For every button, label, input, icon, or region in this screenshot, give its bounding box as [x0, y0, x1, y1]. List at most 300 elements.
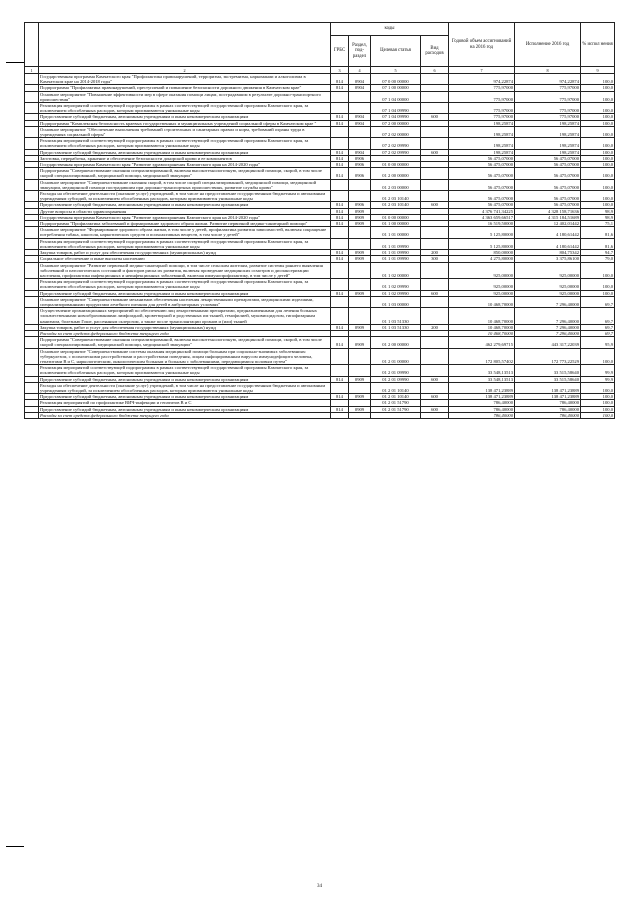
row-name: Подпрограмма "Совершенствование оказания специализированной, включая высокотехнологичную, медицинской помощи, скорой, в том числе скорой специализированной, медицинской помощи, медицинской эвакуации" — [39, 337, 331, 348]
table-row — [25, 138, 615, 149]
row-pct: 69,7 — [581, 330, 615, 336]
row-plan: 138 471,23889 — [449, 394, 515, 400]
row-razdel — [349, 348, 371, 365]
row-grbs: 814 — [331, 208, 349, 214]
row-fact: 4 328 158,71636 — [515, 208, 581, 214]
row-pct: 100,0 — [581, 406, 615, 412]
table-row — [25, 365, 615, 376]
row-grbs — [331, 179, 349, 190]
row-razdel — [349, 191, 371, 202]
row-csr: 01 1 02 09990 — [371, 290, 421, 296]
row-vr — [421, 238, 449, 249]
row-name: Закупка товаров, работ и услуг для обеспечения государственных (муниципальных) нужд — [39, 324, 331, 330]
column-number: 9 — [581, 67, 615, 74]
row-vr — [421, 227, 449, 238]
row-vr: 300 — [421, 256, 449, 262]
row-name: Предоставление субсидий бюджетным, автономным учреждениям и иным некоммерческим организациям — [39, 149, 331, 155]
table-row — [25, 348, 615, 365]
row-name: Государственная программа Камчатского края "Развитие здравоохранения Камчатского края на 2014-2020 годы" — [39, 214, 331, 220]
row-name: Предоставление субсидий бюджетным, автономным учреждениям и иным некоммерческим организациям — [39, 114, 331, 120]
row-plan: 16 519,50000 — [449, 221, 515, 227]
margin-mark — [6, 62, 24, 63]
row-csr: 07 1 00 00000 — [371, 85, 421, 91]
row-plan: 775,97000 — [449, 91, 515, 102]
row-razdel: 0906 — [349, 168, 371, 179]
row-pct: 100,0 — [581, 74, 615, 85]
row-plan: 786,40000 — [449, 406, 515, 412]
row-razdel: 0906 — [349, 162, 371, 168]
row-vr — [421, 279, 449, 290]
row-grbs — [331, 91, 349, 102]
row-name: Основное мероприятие "Повышение эффективности мер в сфере оказания помощи лицам, пострадавшим в результате дорожно-транспортного происшествия" — [39, 91, 331, 102]
row-csr: 01 2 03 10140 — [371, 191, 421, 202]
row-grbs: 814 — [331, 324, 349, 330]
row-name: Реализация мероприятий по профилактике ВИЧ-инфекции и гепатитов В и С — [39, 400, 331, 406]
row-plan: 925,00000 — [449, 262, 515, 279]
row-plan: 198,25874 — [449, 126, 515, 137]
header-plan: Годовой объем ассигнований на 2016 год — [449, 23, 515, 67]
column-number-row — [25, 67, 615, 74]
row-razdel: 0909 — [349, 208, 371, 214]
row-vr — [421, 308, 449, 325]
row-plan: 10 468,70000 — [449, 296, 515, 307]
row-plan: 925,00000 — [449, 279, 515, 290]
table-body — [25, 74, 615, 419]
row-csr: 07 2 02 00000 — [371, 126, 421, 137]
row-razdel: 0909 — [349, 324, 371, 330]
table-row — [25, 412, 615, 418]
row-razdel: 0909 — [349, 290, 371, 296]
row-fact: 7 296,40000 — [515, 330, 581, 336]
row-name: Реализация мероприятий соответствующей подпрограммы в рамках соответствующей государственной программы Камчатского края, за исключением обособленных расходов, которым присваиваются уникальные коды — [39, 103, 331, 114]
row-plan: 925,00000 — [449, 290, 515, 296]
header-pct: % испол нения — [581, 23, 615, 67]
row-grbs — [331, 103, 349, 114]
table-row — [25, 227, 615, 238]
row-csr: 01 2 01 51790 — [371, 400, 421, 406]
row-plan: 10 468,70000 — [449, 324, 515, 330]
row-plan: 5 125,80000 — [449, 227, 515, 238]
row-grbs: 814 — [331, 155, 349, 161]
table-row — [25, 382, 615, 393]
row-csr: 01 1 01 00000 — [371, 227, 421, 238]
row-razdel — [349, 365, 371, 376]
column-number: 6 — [421, 67, 449, 74]
row-csr: 01 2 01 10140 — [371, 394, 421, 400]
row-index — [25, 382, 39, 393]
row-name: Расходы за счет средств федерального бюджета текущего года — [39, 412, 331, 418]
row-fact: 172 773,22529 — [515, 348, 581, 365]
row-razdel: 0909 — [349, 250, 371, 256]
row-razdel: 0904 — [349, 120, 371, 126]
row-name: Осуществление организационных мероприятий по обеспечению лиц лекарственными препаратами, предназначенными для лечения больных злокачественными новообразованиями лимфоидной, кроветворной и родственных им тканей, гемофилией, муковисцидозом, гипофизарным нанизмом, болезнью Гоше, рассеянным склерозом, а также после трансплантации органов и (или) тканей — [39, 308, 331, 325]
row-grbs: 814 — [331, 406, 349, 412]
row-csr: 01 0 00 00000 — [371, 214, 421, 220]
row-pct: 100,0 — [581, 85, 615, 91]
row-csr: 07 2 02 09990 — [371, 138, 421, 149]
row-plan: 33 548,13513 — [449, 376, 515, 382]
row-csr: 01 1 00 00000 — [371, 221, 421, 227]
row-plan: 775,97000 — [449, 114, 515, 120]
row-fact: 4 180,61442 — [515, 227, 581, 238]
row-fact: 775,97000 — [515, 114, 581, 120]
table-row — [25, 168, 615, 179]
table-row — [25, 91, 615, 102]
row-pct: 94,7 — [581, 250, 615, 256]
header-csr: Целевая статья — [371, 36, 421, 67]
row-grbs — [331, 126, 349, 137]
row-fact: 56 475,07000 — [515, 202, 581, 208]
row-csr: 07 2 00 00000 — [371, 120, 421, 126]
row-razdel: 0909 — [349, 256, 371, 262]
row-name: Расходы на обеспечение деятельности (оказание услуг) учреждений, в том числе на предоставление государственным бюджетным и автономным учреждениям субсидий, за исключением обособленных расходов, которым присваиваются уникальные коды — [39, 382, 331, 393]
header-codes: коды — [331, 23, 449, 36]
row-name: Подпрограмма "Комплексная безопасность краевых государственных и муниципальных учреждений социальной сферы в Камчатском крае " — [39, 120, 331, 126]
row-pct: 79,0 — [581, 256, 615, 262]
margin-mark — [6, 846, 24, 847]
row-csr: 01 1 03 00000 — [371, 296, 421, 307]
row-name: Подпрограмма "Профилактика заболеваний и формирование здорового образа жизни. Развитие первичной медико-санитарной помощи" — [39, 221, 331, 227]
row-fact: 3 375,86100 — [515, 256, 581, 262]
row-index — [25, 296, 39, 307]
row-pct: 100,0 — [581, 191, 615, 202]
row-grbs: 814 — [331, 85, 349, 91]
row-fact: 7 296,40000 — [515, 324, 581, 330]
row-name: Расходы на обеспечение деятельности (оказание услуг) учреждений, в том числе на предоставление государственным бюджетным и автономным учреждениям субсидий, за исключением обособленных расходов, которым присваиваются уникальные коды — [39, 191, 331, 202]
row-pct: 100,0 — [581, 290, 615, 296]
column-number: 3 — [331, 67, 349, 74]
row-grbs: 814 — [331, 376, 349, 382]
row-name: Предоставление субсидий бюджетным, автономным учреждениям и иным некоммерческим организациям — [39, 202, 331, 208]
row-grbs — [331, 191, 349, 202]
row-plan: 4 275,80000 — [449, 256, 515, 262]
row-name: Другие вопросы в области здравоохранения — [39, 208, 331, 214]
row-csr: 01 0 00 00000 — [371, 162, 421, 168]
row-pct: 69,7 — [581, 296, 615, 307]
row-razdel: 0909 — [349, 376, 371, 382]
row-index — [25, 126, 39, 137]
row-vr — [421, 168, 449, 179]
table-row — [25, 308, 615, 325]
row-pct: 100,0 — [581, 202, 615, 208]
row-razdel — [349, 308, 371, 325]
row-name: Заготовка, переработка, хранение и обеспечение безопасности донорской крови и ее компонентов — [39, 155, 331, 161]
row-csr: 01 2 01 09990 — [371, 365, 421, 376]
row-fact: 56 475,07000 — [515, 155, 581, 161]
row-fact: 138 471,23889 — [515, 394, 581, 400]
row-name: Реализация мероприятий соответствующей подпрограммы в рамках соответствующей государственной программы Камчатского края, за исключением обособленных расходов, которым присваиваются уникальные коды — [39, 238, 331, 249]
row-razdel — [349, 296, 371, 307]
row-name: Основное мероприятие "Совершенствование оказания скорой, в том числе скорой специализированной, медицинской помощи, медицинской эвакуации, медицинской помощи пострадавшим при дорожно-транспортных происшествиях, развитие службы крови" — [39, 179, 331, 190]
row-vr: 600 — [421, 114, 449, 120]
row-csr: 01 1 02 09990 — [371, 279, 421, 290]
row-fact: 56 475,07000 — [515, 191, 581, 202]
row-pct: 75,1 — [581, 221, 615, 227]
header-grbs: ГРБС — [331, 36, 349, 67]
row-fact: 4 180,61442 — [515, 238, 581, 249]
table-row — [25, 279, 615, 290]
row-csr: 01 1 03 51330 — [371, 324, 421, 330]
row-csr: 07 1 04 09990 — [371, 114, 421, 120]
row-razdel — [349, 412, 371, 418]
row-csr: 01 1 01 09990 — [371, 250, 421, 256]
row-plan: 10 468,70000 — [449, 308, 515, 325]
row-vr: 600 — [421, 376, 449, 382]
row-razdel — [349, 238, 371, 249]
row-plan: 786,40000 — [449, 412, 515, 418]
row-csr — [371, 412, 421, 418]
row-pct: 100,0 — [581, 168, 615, 179]
row-grbs: 814 — [331, 250, 349, 256]
row-index — [25, 168, 39, 179]
row-fact: 33 515,58640 — [515, 376, 581, 382]
row-plan: 5 125,80000 — [449, 238, 515, 249]
row-name: Государственная программа Камчатского края "Профилактика правонарушений, терроризма, экстремизма, наркомании и алкоголизма в Камчатском крае на 2014-2018 годы" — [39, 74, 331, 85]
row-grbs: 814 — [331, 168, 349, 179]
row-vr — [421, 74, 449, 85]
row-vr — [421, 296, 449, 307]
column-number: 8 — [515, 67, 581, 74]
row-csr: 01 1 01 09990 — [371, 256, 421, 262]
header-vr: Вид расходов — [421, 36, 449, 67]
row-index — [25, 74, 39, 85]
page-number: 34 — [317, 884, 322, 889]
row-name: Предоставление субсидий бюджетным, автономным учреждениям и иным некоммерческим организациям — [39, 394, 331, 400]
row-fact: 198,25874 — [515, 126, 581, 137]
row-plan: 56 475,07000 — [449, 202, 515, 208]
row-csr: 01 2 00 00000 — [371, 168, 421, 179]
row-fact: 786,40000 — [515, 400, 581, 406]
row-vr: 600 — [421, 202, 449, 208]
row-index — [25, 191, 39, 202]
row-vr — [421, 103, 449, 114]
row-name: Социальное обеспечение и иные выплаты населению — [39, 256, 331, 262]
row-pct: 95,9 — [581, 337, 615, 348]
row-razdel: 0904 — [349, 114, 371, 120]
row-razdel: 0909 — [349, 337, 371, 348]
row-name: Реализация мероприятий соответствующей подпрограммы в рамках соответствующей государственной программы Камчатского края, за исключением обособленных расходов, которым присваиваются уникальные коды — [39, 365, 331, 376]
row-fact: 786,40000 — [515, 406, 581, 412]
row-vr — [421, 382, 449, 393]
table-row — [25, 103, 615, 114]
row-pct: 100,0 — [581, 382, 615, 393]
row-vr — [421, 126, 449, 137]
row-vr — [421, 412, 449, 418]
row-plan: 138 471,23889 — [449, 382, 515, 393]
row-pct: 100,0 — [581, 348, 615, 365]
row-plan: 198,25874 — [449, 138, 515, 149]
row-csr: 01 2 03 00000 — [371, 179, 421, 190]
row-plan: 10 468,70000 — [449, 330, 515, 336]
row-pct: 100,0 — [581, 138, 615, 149]
row-pct: 81,6 — [581, 238, 615, 249]
table-row — [25, 296, 615, 307]
row-name: Реализация мероприятий соответствующей подпрограммы в рамках соответствующей государственной программы Камчатского края, за исключением обособленных расходов, которым присваиваются уникальные коды — [39, 138, 331, 149]
row-grbs: 814 — [331, 149, 349, 155]
row-fact: 443 317,22039 — [515, 337, 581, 348]
row-grbs: 814 — [331, 214, 349, 220]
row-csr: 07 2 02 09990 — [371, 149, 421, 155]
row-razdel: 0909 — [349, 214, 371, 220]
table-row — [25, 191, 615, 202]
table-row — [25, 262, 615, 279]
row-fact: 56 475,07000 — [515, 168, 581, 179]
row-csr: 01 2 01 00000 — [371, 348, 421, 365]
row-fact: 925,00000 — [515, 290, 581, 296]
row-razdel: 0909 — [349, 406, 371, 412]
row-grbs — [331, 348, 349, 365]
row-grbs — [331, 262, 349, 279]
row-grbs — [331, 382, 349, 393]
row-plan: 462 279,69715 — [449, 337, 515, 348]
row-csr: 01 1 03 51330 — [371, 308, 421, 325]
row-fact: 138 471,23889 — [515, 382, 581, 393]
row-vr: 200 — [421, 250, 449, 256]
row-csr: 01 2 00 00000 — [371, 337, 421, 348]
row-razdel: 0904 — [349, 85, 371, 91]
row-grbs: 814 — [331, 337, 349, 348]
row-pct: 100,0 — [581, 155, 615, 161]
row-name: Подпрограмма "Совершенствование оказания специализированной, включая высокотехнологичную, медицинской помощи, скорой, в том числе скорой специализированной, медицинской помощи, медицинской эвакуации" — [39, 168, 331, 179]
row-razdel: 0904 — [349, 74, 371, 85]
row-index — [25, 179, 39, 190]
row-grbs — [331, 412, 349, 418]
row-plan: 775,97000 — [449, 85, 515, 91]
row-name: Предоставление субсидий бюджетным, автономным учреждениям и иным некоммерческим организациям — [39, 290, 331, 296]
row-fact: 12 402,01442 — [515, 221, 581, 227]
row-plan: 56 475,07000 — [449, 162, 515, 168]
row-pct: 100,0 — [581, 394, 615, 400]
row-vr: 600 — [421, 394, 449, 400]
budget-table — [24, 22, 615, 419]
row-index — [25, 103, 39, 114]
row-grbs: 814 — [331, 394, 349, 400]
row-grbs — [331, 279, 349, 290]
column-number: 7 — [449, 67, 515, 74]
row-name: Реализация мероприятий соответствующей подпрограммы в рамках соответствующей государственной программы Камчатского края, за исключением обособленных расходов, которым присваиваются уникальные коды — [39, 279, 331, 290]
row-razdel — [349, 382, 371, 393]
row-csr: 01 2 01 10140 — [371, 382, 421, 393]
row-pct: 100,0 — [581, 279, 615, 290]
row-name: Основное мероприятие "Развитие первичной медико-санитарной помощи, в том числе сельским жителям, развитие системы раннего выявления заболеваний и патологических состояний и факторов риска их развития, включая проведение медицинских осмотров и диспансеризации населения, профилактика инфекционных и неинфекционных заболеваний, включая иммунопрофилактику, в том числе у детей" — [39, 262, 331, 279]
row-csr: 01 1 01 09990 — [371, 238, 421, 249]
row-razdel — [349, 227, 371, 238]
row-vr — [421, 348, 449, 365]
row-vr — [421, 191, 449, 202]
row-pct: 69,7 — [581, 308, 615, 325]
row-csr: 07 1 04 00000 — [371, 91, 421, 102]
row-fact: 775,97000 — [515, 103, 581, 114]
row-fact: 925,00000 — [515, 262, 581, 279]
row-vr — [421, 365, 449, 376]
row-razdel — [349, 179, 371, 190]
row-pct: 99,9 — [581, 365, 615, 376]
row-razdel: 0904 — [349, 149, 371, 155]
row-index — [25, 348, 39, 365]
row-fact: 786,40000 — [515, 412, 581, 418]
row-csr: 01 2 03 10140 — [371, 202, 421, 208]
row-name: Предоставление субсидий бюджетным, автономным учреждениям и иным некоммерческим организациям — [39, 406, 331, 412]
row-plan: 33 548,13513 — [449, 365, 515, 376]
row-fact: 198,25874 — [515, 120, 581, 126]
row-vr: 600 — [421, 290, 449, 296]
column-number: 4 — [349, 67, 371, 74]
row-plan: 775,97000 — [449, 103, 515, 114]
row-grbs: 814 — [331, 202, 349, 208]
table-row — [25, 74, 615, 85]
row-plan: 56 475,07000 — [449, 168, 515, 179]
row-name: Основное мероприятие "Совершенствование механизмов обеспечения населения лекарственными препаратами, медицинскими изделиями, специализированными продуктами лечебного питания для детей в амбулаторных условиях" — [39, 296, 331, 307]
row-vr — [421, 262, 449, 279]
row-pct: 100,0 — [581, 400, 615, 406]
table-row — [25, 337, 615, 348]
row-plan: 198,25874 — [449, 149, 515, 155]
row-razdel — [349, 103, 371, 114]
header-razdel: Раздел, под-раздел — [349, 36, 371, 67]
row-name: Подпрограмма "Профилактика правонарушений, преступлений и повышение безопасности дорожного движения в Камчатском крае" — [39, 85, 331, 91]
row-grbs — [331, 365, 349, 376]
row-plan: 4 376 741,34225 — [449, 208, 515, 214]
row-grbs — [331, 227, 349, 238]
row-fact: 974,22874 — [515, 74, 581, 85]
row-vr: 600 — [421, 406, 449, 412]
column-number: 5 — [371, 67, 421, 74]
row-plan: 56 475,07000 — [449, 191, 515, 202]
row-razdel: 0906 — [349, 155, 371, 161]
row-name: Государственная программа Камчатского края "Развитие здравоохранения Камчатского края на 2014-2020 годы" — [39, 162, 331, 168]
row-fact: 775,97000 — [515, 91, 581, 102]
row-csr: 01 2 01 51790 — [371, 406, 421, 412]
row-plan: 198,25874 — [449, 120, 515, 126]
row-index — [25, 308, 39, 325]
column-number: 1 — [25, 67, 39, 74]
table-row — [25, 179, 615, 190]
row-index — [25, 412, 39, 418]
row-name: Предоставление субсидий бюджетным, автономным учреждениям и иным некоммерческим организациям — [39, 376, 331, 382]
row-index — [25, 337, 39, 348]
row-razdel — [349, 138, 371, 149]
row-vr — [421, 91, 449, 102]
row-plan: 4 363 659,66517 — [449, 214, 515, 220]
row-fact: 198,25874 — [515, 149, 581, 155]
row-csr: 07 0 00 00000 — [371, 74, 421, 85]
row-index — [25, 262, 39, 279]
row-plan: 974,22874 — [449, 74, 515, 85]
row-fact: 7 296,40000 — [515, 308, 581, 325]
row-grbs: 814 — [331, 256, 349, 262]
row-razdel — [349, 91, 371, 102]
row-fact: 775,97000 — [515, 85, 581, 91]
row-fact: 198,25874 — [515, 138, 581, 149]
row-fact: 7 296,40000 — [515, 296, 581, 307]
row-razdel — [349, 126, 371, 137]
row-fact: 804,75342 — [515, 250, 581, 256]
row-grbs: 814 — [331, 74, 349, 85]
row-pct: 100,0 — [581, 120, 615, 126]
row-pct: 100,0 — [581, 126, 615, 137]
row-plan: 172 805,57402 — [449, 348, 515, 365]
row-index — [25, 365, 39, 376]
row-grbs: 814 — [331, 114, 349, 120]
row-index — [25, 279, 39, 290]
row-plan: 56 475,07000 — [449, 155, 515, 161]
header-num — [25, 23, 39, 67]
row-razdel: 0909 — [349, 221, 371, 227]
column-number: 2 — [39, 67, 331, 74]
row-grbs: 814 — [331, 162, 349, 168]
row-index — [25, 227, 39, 238]
row-index — [25, 238, 39, 249]
